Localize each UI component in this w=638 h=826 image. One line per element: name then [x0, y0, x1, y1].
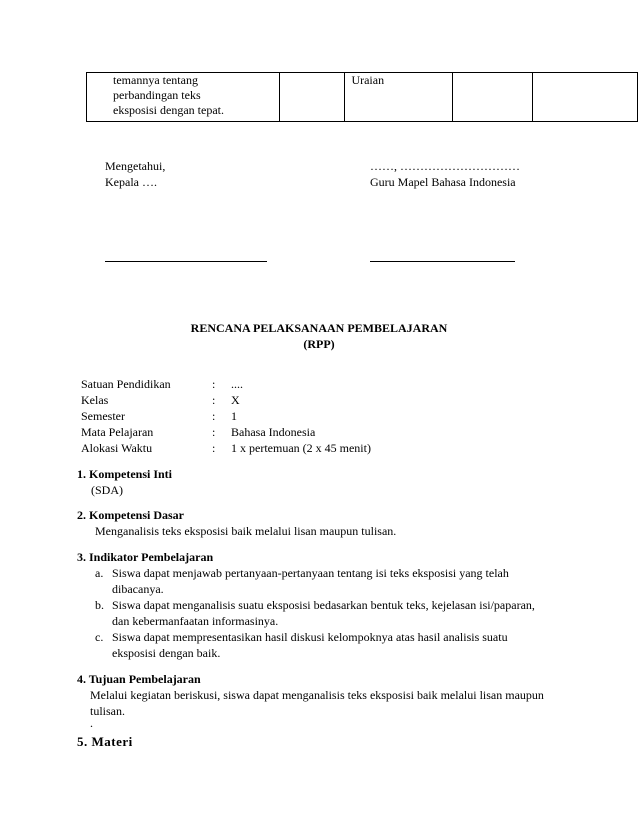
identity-colon: :	[212, 393, 216, 407]
list-item-line: Siswa dapat menganalisis suatu eksposisi bedasarkan bentuk teks, kejelasan isi/paparan,	[112, 598, 535, 612]
identity-label: Semester	[81, 409, 125, 423]
table-cell-empty	[452, 73, 532, 122]
document-subtitle: (RPP)	[303, 337, 335, 351]
list-marker: b.	[95, 598, 104, 612]
table-cell-empty	[279, 73, 345, 122]
list-marker: c.	[95, 630, 104, 644]
identity-colon: :	[212, 441, 216, 455]
list-item-line: dan kebermanfaatan informasinya.	[112, 614, 279, 628]
cell-text-line: Uraian	[351, 73, 385, 87]
cell-text-line: perbandingan teks	[113, 88, 201, 102]
identity-label: Satuan Pendidikan	[81, 377, 171, 391]
identity-value: Bahasa Indonesia	[231, 425, 316, 439]
signature-line-left	[105, 261, 267, 262]
section-heading-tujuan: 4. Tujuan Pembelajaran	[77, 672, 201, 686]
list-marker: a.	[95, 566, 104, 580]
signature-right-line2: Guru Mapel Bahasa Indonesia	[370, 175, 516, 189]
identity-value: 1	[231, 409, 237, 423]
section-heading-materi: 5. Materi	[77, 734, 133, 749]
signature-left-line1: Mengetahui,	[105, 159, 166, 173]
section-body-line: tulisan.	[90, 704, 125, 718]
identity-value: ....	[231, 377, 243, 391]
identity-colon: :	[212, 425, 216, 439]
stray-dot: .	[90, 716, 93, 730]
identity-colon: :	[212, 409, 216, 423]
section-heading-kompetensi-inti: 1. Kompetensi Inti	[77, 467, 173, 481]
table-cell-indicator	[87, 73, 280, 122]
list-item-line: eksposisi dengan baik.	[112, 646, 221, 660]
identity-value: X	[231, 393, 240, 407]
identity-label: Kelas	[81, 393, 109, 407]
cell-text-line: temannya tentang	[113, 73, 198, 87]
indicator-table	[86, 72, 638, 122]
section-body: (SDA)	[91, 483, 123, 497]
list-item-line: Siswa dapat menjawab pertanyaan-pertanyaan tentang isi teks eksposisi yang telah	[112, 566, 509, 580]
list-item-line: dibacanya.	[112, 582, 164, 596]
section-body: Menganalisis teks eksposisi baik melalui lisan maupun tulisan.	[95, 524, 397, 538]
table-cell-empty	[532, 73, 637, 122]
identity-value: 1 x pertemuan (2 x 45 menit)	[231, 441, 371, 455]
identity-colon: :	[212, 377, 216, 391]
document-title: RENCANA PELAKSANAAN PEMBELAJARAN	[190, 321, 448, 335]
list-item-line: Siswa dapat mempresentasikan hasil diskusi kelompoknya atas hasil analisis suatu	[112, 630, 508, 644]
section-body-line: Melalui kegiatan beriskusi, siswa dapat menganalisis teks eksposisi baik melalui lisan maupun	[90, 688, 544, 702]
identity-label: Mata Pelajaran	[81, 425, 154, 439]
table-row	[87, 73, 638, 122]
signature-left-line2: Kepala ….	[105, 175, 157, 189]
cell-text-line: eksposisi dengan tepat.	[113, 103, 224, 117]
identity-label: Alokasi Waktu	[81, 441, 153, 455]
table-cell-technique	[345, 73, 452, 122]
signature-line-right	[370, 261, 515, 262]
section-heading-kompetensi-dasar: 2. Kompetensi Dasar	[77, 508, 184, 522]
section-heading-indikator: 3. Indikator Pembelajaran	[77, 550, 214, 564]
signature-right-line1: ……, …………………………	[370, 159, 520, 173]
